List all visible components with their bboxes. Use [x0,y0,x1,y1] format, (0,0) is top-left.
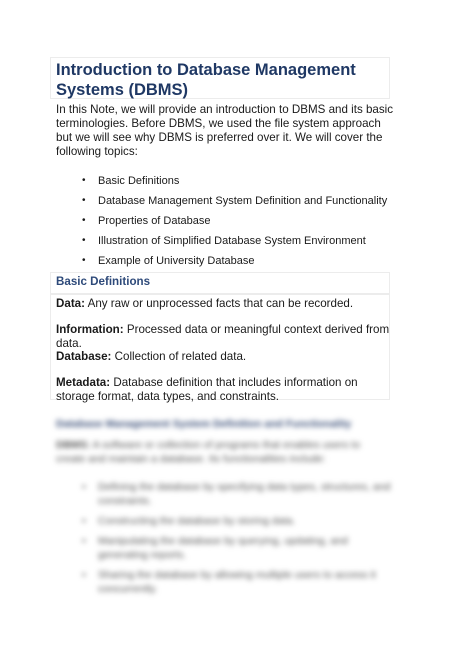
definition-text: Any raw or unprocessed facts that can be recorded. [85,297,354,310]
intro-paragraph: In this Note, we will provide an introduction to DBMS and its basic terminologies. Before DBMS, we used the file system approach but we will see why DBMS is preferred over it. We will cover the following topics: [56,103,394,158]
blurred-list [80,480,400,602]
definition-term: Database: [56,350,112,363]
list-item: • Manipulating the database by querying, updating, and generating reports. [80,534,400,562]
list-item: • Properties of Database [80,214,387,234]
blurred-term: DBMS: [56,439,91,451]
blurred-section-heading: Database Management System Definition and Functionality [56,418,352,430]
list-item: • Illustration of Simplified Database System Environment [80,234,387,254]
list-item: • Example of University Database [80,254,387,274]
definition-data [56,297,396,311]
list-item: • Database Management System Definition and Functionality [80,194,387,214]
definition-term: Metadata: [56,376,111,389]
definition-database [56,350,396,364]
definition-term: Data: [56,297,85,310]
section-heading-basic-definitions: Basic Definitions [56,275,151,288]
page-title: Introduction to Database Management Systems (DBMS) [56,61,356,99]
list-item: • Constructing the database by storing data. [80,514,400,528]
blurred-text: A software or collection of programs that enables users to create and maintain a database. Its functionalities include: [56,439,361,465]
topics-list [80,174,387,274]
definition-information [56,323,396,351]
definition-metadata [56,376,396,404]
blurred-paragraph [56,438,386,466]
definition-text: Processed data or meaningful context derived from data. [56,323,390,350]
definition-term: Information: [56,323,124,336]
list-item: • Sharing the database by allowing multiple users to access it concurrently. [80,568,400,596]
list-item: • Basic Definitions [80,174,387,194]
definition-text: Database definition that includes information on storage format, data types, and constraints. [56,376,358,403]
list-item: • Defining the database by specifying data types, structures, and constraints. [80,480,400,508]
definition-text: Collection of related data. [111,350,247,363]
